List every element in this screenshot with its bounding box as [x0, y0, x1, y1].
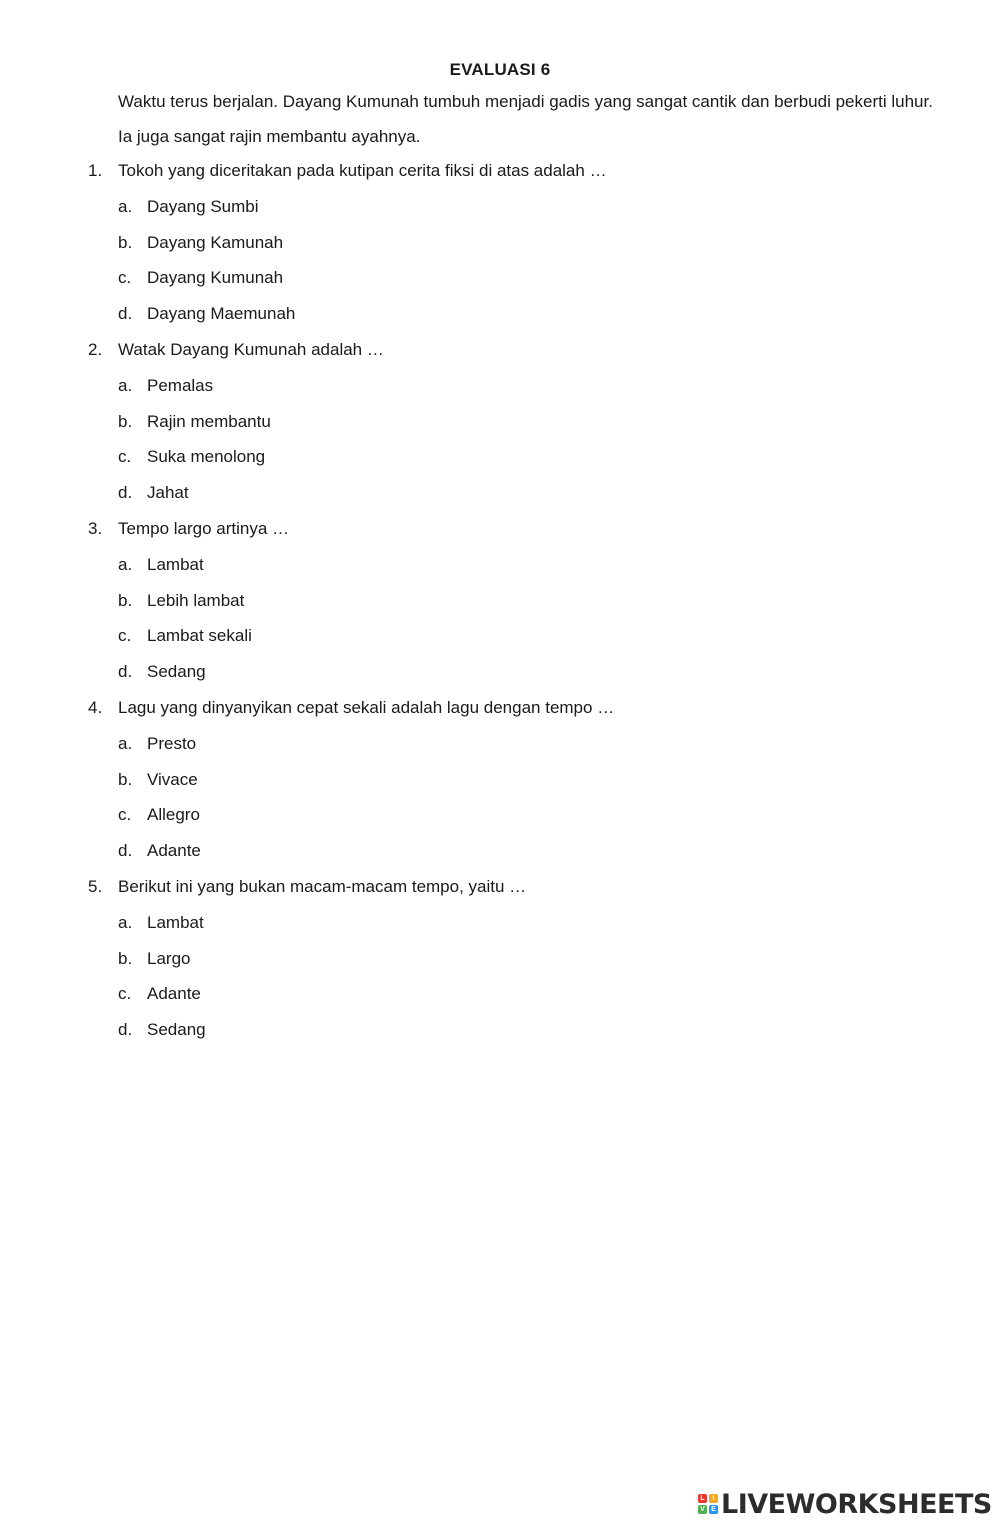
answer-option[interactable] [0, 905, 1000, 941]
answer-option[interactable] [0, 726, 1000, 762]
option-text: Presto [147, 733, 197, 753]
option-text: Lambat [147, 912, 204, 932]
option-letter: d. [118, 483, 133, 503]
answer-options [0, 726, 1000, 869]
option-text: Dayang Maemunah [147, 304, 296, 324]
answer-option[interactable] [0, 547, 1000, 583]
option-text: Lebih lambat [147, 590, 245, 610]
option-text: Rajin membantu [147, 411, 271, 431]
option-letter: a. [118, 196, 133, 216]
liveworksheets-logo-icon [698, 1494, 718, 1514]
answer-option[interactable] [0, 260, 1000, 296]
answer-option[interactable] [0, 833, 1000, 869]
answer-options [0, 189, 1000, 332]
answer-option[interactable] [0, 189, 1000, 225]
answer-option[interactable] [0, 654, 1000, 690]
option-letter: a. [118, 733, 133, 753]
option-text: Vivace [147, 769, 198, 789]
answer-option[interactable] [0, 583, 1000, 619]
question-number: 3. [88, 518, 103, 538]
question-item [0, 690, 1000, 869]
question-item [0, 511, 1000, 690]
option-text: Pemalas [147, 375, 214, 395]
option-text: Lambat [147, 554, 204, 574]
option-text: Lambat sekali [147, 626, 252, 646]
option-letter: d. [118, 662, 133, 682]
question-line [0, 690, 1000, 726]
answer-options [0, 547, 1000, 690]
question-number: 4. [88, 697, 103, 717]
option-text: Sedang [147, 1020, 206, 1040]
option-letter: a. [118, 554, 133, 574]
question-line [0, 511, 1000, 547]
question-text: Lagu yang dinyanyikan cepat sekali adalah lagu dengan tempo … [118, 697, 615, 717]
option-letter: b. [118, 769, 133, 789]
answer-option[interactable] [0, 439, 1000, 475]
option-letter: d. [118, 304, 133, 324]
question-text: Watak Dayang Kumunah adalah … [118, 339, 384, 359]
option-letter: c. [118, 984, 132, 1004]
answer-option[interactable] [0, 976, 1000, 1012]
option-letter: b. [118, 590, 133, 610]
option-letter: c. [118, 626, 132, 646]
option-text: Adante [147, 841, 201, 861]
option-text: Dayang Kumunah [147, 268, 284, 288]
answer-options [0, 905, 1000, 1048]
answer-option[interactable] [0, 618, 1000, 654]
option-text: Sedang [147, 662, 206, 682]
answer-options [0, 368, 1000, 511]
option-letter: b. [118, 232, 133, 252]
answer-option[interactable] [0, 941, 1000, 977]
option-letter: c. [118, 805, 132, 825]
option-letter: a. [118, 912, 133, 932]
option-letter: b. [118, 411, 133, 431]
option-text: Suka menolong [147, 447, 266, 467]
answer-option[interactable] [0, 1012, 1000, 1048]
question-item [0, 332, 1000, 511]
story-passage: Waktu terus berjalan. Dayang Kumunah tumbuh menjadi gadis yang sangat cantik dan berbudi pekerti luhur. Ia juga sangat rajin membantu ayahnya. [118, 92, 933, 146]
question-line [0, 332, 1000, 368]
answer-option[interactable] [0, 762, 1000, 798]
option-letter: d. [118, 1020, 133, 1040]
logo-square: E [709, 1505, 718, 1514]
question-number: 5. [88, 876, 103, 896]
option-text: Adante [147, 984, 201, 1004]
option-letter: d. [118, 841, 133, 861]
answer-option[interactable] [0, 368, 1000, 404]
option-text: Allegro [147, 805, 200, 825]
liveworksheets-brand [698, 1487, 992, 1521]
question-item [0, 153, 1000, 332]
brand-name: LIVEWORKSHEETS [721, 1488, 992, 1520]
question-item [0, 869, 1000, 1048]
option-text: Dayang Sumbi [147, 196, 259, 216]
answer-option[interactable] [0, 296, 1000, 332]
option-letter: b. [118, 948, 133, 968]
logo-square: L [698, 1494, 707, 1503]
option-letter: c. [118, 447, 132, 467]
answer-option[interactable] [0, 797, 1000, 833]
option-letter: a. [118, 375, 133, 395]
answer-option[interactable] [0, 475, 1000, 511]
option-letter: c. [118, 268, 132, 288]
question-text: Tokoh yang diceritakan pada kutipan cerita fiksi di atas adalah … [118, 161, 607, 180]
option-text: Jahat [147, 483, 189, 503]
answer-option[interactable] [0, 225, 1000, 261]
question-line [0, 869, 1000, 905]
answer-option[interactable] [0, 404, 1000, 440]
option-text: Largo [147, 948, 191, 968]
logo-square: I [709, 1494, 718, 1503]
question-text: Berikut ini yang bukan macam-macam tempo, yaitu … [118, 876, 527, 896]
question-list [0, 153, 1000, 1048]
question-number: 2. [88, 339, 103, 359]
logo-square: V [698, 1505, 707, 1514]
question-number: 1. [88, 161, 103, 180]
question-line [0, 153, 1000, 189]
question-text: Tempo largo artinya … [118, 518, 290, 538]
worksheet-title: EVALUASI 6 [449, 60, 551, 79]
option-text: Dayang Kamunah [147, 232, 284, 252]
